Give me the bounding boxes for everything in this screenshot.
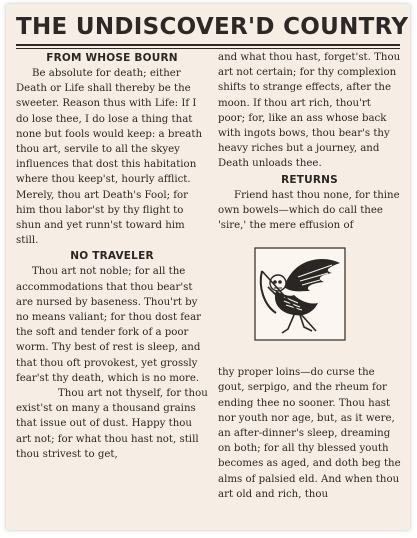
body-paragraph: Thou art not thyself, for thou exist'st on many a thousand grains that issue out of dust. Happy thou art not; for what thou hast not, still thou strivest to get,	[16, 388, 208, 460]
right-column	[218, 50, 401, 502]
body-paragraph: thy proper loins—do curse the gout, serpigo, and the rheum for ending thee no sooner. Thou hast nor youth nor age, but, as it were, an after-dinner's sleep, dreaming on both; for all thy blessed youth becomes as aged, and doth beg the alms of palsied eld. And when thou art old and rich, thou	[218, 367, 401, 500]
body-paragraph: Thou art not noble; for all the accommodations that thou bear'st are nursed by baseness. Thou'rt by no means valiant; for thou dost fear the soft and tender fork of a poor worm. Thy best of rest is sleep, and that thou oft provokest, yet grossly fear'st thy death, which is no more.	[16, 266, 202, 384]
article-page	[6, 4, 410, 530]
section-heading-returns: RETURNS	[281, 173, 338, 186]
body-paragraph: Be absolute for death; either Death or Life shall thereby be the sweeter. Reason thus with Life: If I do lose thee, I do lose a thing that none but fools would keep: a breath thou art, servile to all the skyey influences that dost this habitation where thou keep'st, hourly afflict. Merely, thou art Death's Fool; for him thou labor'st by thy flight to shun and yet runn'st toward him still.	[16, 68, 203, 247]
title-rule	[16, 44, 400, 46]
article-columns	[16, 50, 400, 522]
section-heading-from-whose-bourn: FROM WHOSE BOURN	[46, 52, 178, 64]
illustration-spacer	[218, 341, 401, 365]
body-paragraph: and what thou hast, forget'st. Thou art not certain; for thy complexion shifts to strange effects, after the moon. If thou art rich, thou'rt poor; for, like an ass whose back with ingots bows, thou bear's thy heavy riches but a journey, and Death unloads thee.	[218, 52, 401, 170]
title-rule-thin	[16, 48, 400, 49]
left-column	[16, 50, 208, 462]
winged-skeleton-reaper-engraving-icon	[254, 247, 346, 341]
body-paragraph: Friend hast thou none, for thine own bowels—which do call thee 'sire,' the mere effusion of	[218, 189, 400, 232]
article-title: THE UNDISCOVER'D COUNTRY	[16, 14, 409, 40]
section-heading-no-traveler: NO TRAVELER	[70, 250, 154, 263]
